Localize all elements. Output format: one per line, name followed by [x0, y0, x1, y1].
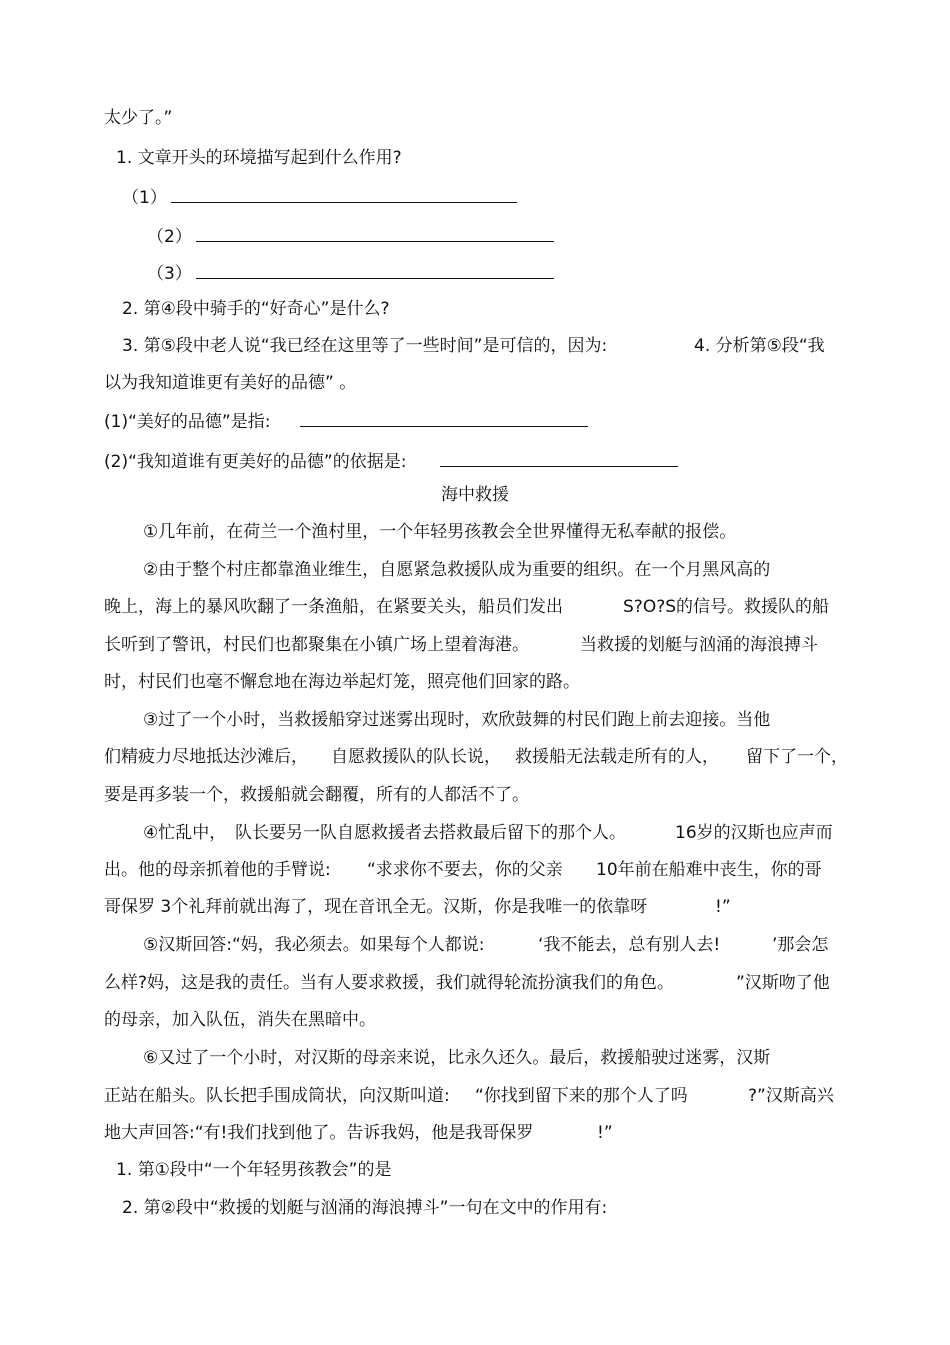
question-4-cont: 以为我知道谁更有美好的品德” 。 — [104, 373, 357, 393]
paragraph-6-line: 地大声回答:“有!我们找到他了。告诉我妈，他是我哥保罗 — [104, 1123, 534, 1143]
paragraph-5-line: ”汉斯吻了他 — [736, 973, 830, 993]
paragraph-2-line: 长听到了警讯，村民们也都聚集在小镇广场上望着海港。 — [104, 635, 529, 655]
paragraph-6-line: ?”汉斯高兴 — [748, 1086, 834, 1106]
answer-line-1[interactable] — [122, 186, 517, 209]
paragraph-2-line: ②由于整个村庄都靠渔业维生，自愿紧急救援队成为重要的组织。在一个月黑风高的 — [143, 560, 771, 580]
question-1: 1. 文章开头的环境描写起到什么作用? — [116, 148, 402, 168]
answer-blank[interactable] — [171, 186, 517, 203]
story-question-1: 1. 第①段中“一个年轻男孩教会”的是 — [116, 1160, 392, 1180]
sub-label: (1)“美好的品德”是指: — [104, 412, 271, 432]
paragraph-4-line: ④忙乱中， — [143, 823, 227, 843]
answer-blank[interactable] — [196, 262, 554, 279]
paragraph-3-line: 留下了一个， — [746, 747, 848, 767]
story-question-2: 2. 第②段中“救援的划艇与汹涌的海浪搏斗”一句在文中的作用有: — [122, 1198, 608, 1218]
answer-blank[interactable] — [300, 410, 588, 427]
paragraph-4-line: !” — [715, 897, 731, 917]
question-4-sub1 — [104, 410, 588, 433]
answer-blank[interactable] — [196, 225, 554, 242]
paragraph-3-line: ③过了一个小时，当救援船穿过迷雾出现时，欢欣鼓舞的村民们跑上前去迎接。当他 — [143, 710, 771, 730]
paragraph-5-line: 的母亲，加入队伍，消失在黑暗中。 — [104, 1010, 376, 1030]
answer-label: （3） — [147, 264, 192, 284]
paragraph-5-line: ‘我不能去，总有别人去! — [538, 935, 721, 955]
paragraph-4-line: 队长要另一队自愿救援者去搭救最后留下的那个人。 — [235, 823, 626, 843]
paragraph-6-line: ⑥又过了一个小时，对汉斯的母亲来说，比永久还久。最后，救援船驶过迷雾，汉斯 — [143, 1048, 771, 1068]
paragraph-2-line: 时，村民们也毫不懈怠地在海边举起灯笼，照亮他们回家的路。 — [104, 672, 580, 692]
story-title: 海中救援 — [441, 485, 509, 505]
question-2: 2. 第④段中骑手的“好奇心”是什么? — [122, 299, 390, 319]
answer-line-3[interactable] — [147, 262, 554, 285]
sub-label: (2)“我知道谁有更美好的品德”的依据是: — [104, 452, 407, 472]
paragraph-2-line: 当救援的划艇与汹涌的海浪搏斗 — [580, 635, 818, 655]
answer-label: （1） — [122, 188, 167, 208]
paragraph-4-line: “求求你不要去，你的父亲 — [367, 860, 563, 880]
answer-label: （2） — [147, 227, 192, 247]
paragraph-6-line: !” — [597, 1123, 613, 1143]
paragraph-5-line: 么样?妈，这是我的责任。当有人要求救援，我们就得轮流扮演我们的角色。 — [104, 973, 675, 993]
paragraph-3-line: 自愿救援队的队长说， — [331, 747, 501, 767]
question-4: 4. 分析第⑤段“我 — [694, 336, 825, 356]
paragraph-4-line: 出。他的母亲抓着他的手臂说: — [104, 860, 331, 880]
paragraph-4-line: 哥保罗 3个礼拜前就出海了，现在音讯全无。汉斯，你是我唯一的依靠呀 — [104, 897, 648, 917]
paragraph-4-line: 16岁的汉斯也应声而 — [675, 823, 833, 843]
paragraph-3-line: 要是再多装一个，救援船就会翻覆，所有的人都活不了。 — [104, 785, 529, 805]
paragraph-4-line: 10年前在船难中丧生，你的哥 — [596, 860, 822, 880]
continued-text: 太少了。” — [104, 108, 173, 128]
question-4-sub2 — [104, 450, 678, 473]
paragraph-6-line: “你找到留下来的那个人了吗 — [475, 1086, 688, 1106]
question-3: 3. 第⑤段中老人说“我已经在这里等了一些时间”是可信的，因为: — [122, 336, 608, 356]
paragraph-2-line: S?O?S的信号。救援队的船 — [623, 597, 830, 617]
answer-blank[interactable] — [440, 450, 678, 467]
paragraph-2-line: 晚上，海上的暴风吹翻了一条渔船，在紧要关头，船员们发出 — [104, 597, 563, 617]
paragraph-3-line: 们精疲力尽地抵达沙滩后， — [104, 747, 308, 767]
paragraph-5-line: ⑤汉斯回答:“妈，我必须去。如果每个人都说: — [143, 935, 485, 955]
paragraph-3-line: 救援船无法载走所有的人， — [515, 747, 719, 767]
paragraph-6-line: 正站在船头。队长把手围成筒状，向汉斯叫道: — [104, 1086, 450, 1106]
paragraph-1: ①几年前，在荷兰一个渔村里，一个年轻男孩教会全世界懂得无私奉献的报偿。 — [143, 522, 737, 542]
paragraph-5-line: ’那会怎 — [772, 935, 829, 955]
answer-line-2[interactable] — [147, 225, 554, 248]
